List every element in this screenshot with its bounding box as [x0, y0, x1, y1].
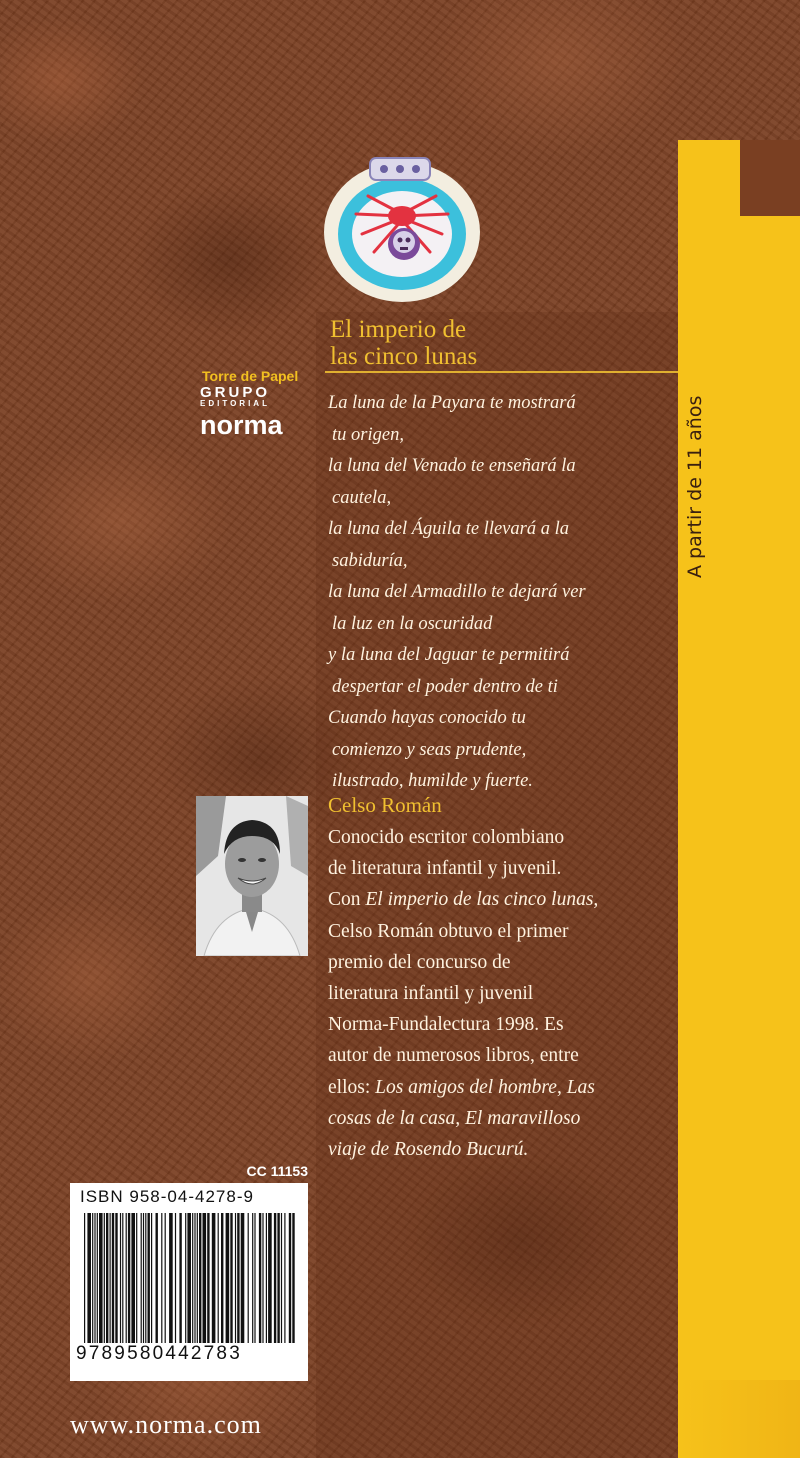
- series-name: Torre de Papel: [202, 368, 299, 384]
- barcode-bar: [226, 1213, 230, 1343]
- publisher-editorial: EDITORIAL: [200, 399, 270, 408]
- barcode-bar: [92, 1213, 93, 1343]
- bio-line: [328, 1072, 673, 1103]
- barcode-bar: [289, 1213, 291, 1343]
- poem-line: sabiduría,: [332, 550, 408, 571]
- barcode-bar: [207, 1213, 209, 1343]
- publisher-group: GRUPO: [200, 384, 271, 401]
- poem-line: despertar el poder dentro de ti: [332, 676, 558, 697]
- spider-skull-emblem: [322, 152, 482, 304]
- barcode-bar: [192, 1213, 193, 1343]
- barcode-bar: [241, 1213, 245, 1343]
- barcode-bar: [120, 1213, 121, 1343]
- barcode-bar: [266, 1213, 267, 1343]
- poem-line: La luna de la Payara te mostrará: [328, 393, 576, 413]
- title-underline: [325, 371, 678, 373]
- isbn: ISBN 958-04-4278-9: [80, 1187, 254, 1206]
- bio-book-titles: cosas de la casa, El maravilloso: [328, 1107, 581, 1129]
- barcode-bars: [82, 1213, 296, 1343]
- bio-text: ellos:: [328, 1076, 376, 1098]
- barcode-bar: [151, 1213, 152, 1343]
- band-notch-step: [716, 216, 742, 294]
- barcode-bar: [277, 1213, 279, 1343]
- barcode-bar: [97, 1213, 98, 1343]
- barcode-bar: [169, 1213, 173, 1343]
- poem-line: tu origen,: [332, 424, 404, 445]
- barcode-bar: [284, 1213, 285, 1343]
- barcode-bar: [237, 1213, 239, 1343]
- barcode-bar: [259, 1213, 261, 1343]
- barcode-bar: [254, 1213, 255, 1343]
- book-title: [330, 316, 675, 370]
- barcode-bar: [115, 1213, 117, 1343]
- bio-line: Norma-Fundalectura 1998. Es: [328, 1014, 564, 1036]
- bio-book-titles: viaje de Rosendo Bucurú.: [328, 1138, 529, 1160]
- barcode-bar: [235, 1213, 236, 1343]
- bio-line: autor de numerosos libros, entre: [328, 1045, 579, 1067]
- poem-line: la luna del Venado te enseñará la: [328, 456, 576, 476]
- barcode-bar: [128, 1213, 130, 1343]
- barcode-bar: [126, 1213, 127, 1343]
- barcode-bar: [199, 1213, 201, 1343]
- bio-line: Celso Román obtuvo el primer: [328, 920, 569, 942]
- poem-text: [328, 388, 668, 798]
- barcode-bar: [165, 1213, 166, 1343]
- band-bottom: [678, 1380, 800, 1458]
- bio-line: [328, 1134, 673, 1165]
- barcode-bar: [218, 1213, 219, 1343]
- barcode-bar: [175, 1213, 176, 1343]
- barcode-bar: [99, 1213, 103, 1343]
- barcode-bar: [148, 1213, 150, 1343]
- barcode-bar: [156, 1213, 158, 1343]
- barcode-bar: [268, 1213, 272, 1343]
- barcode-label: [70, 1183, 308, 1381]
- bio-book-titles: Los amigos del hombre, Las: [375, 1076, 595, 1098]
- publisher-website: www.norma.com: [70, 1410, 262, 1439]
- bio-line: Conocido escritor colombiano: [328, 827, 565, 848]
- barcode-bar: [262, 1213, 263, 1343]
- barcode-bar: [106, 1213, 108, 1343]
- bio-line: literatura infantil y juvenil: [328, 982, 534, 1004]
- barcode-bar: [230, 1213, 232, 1343]
- poem-line: la luna del Águila te llevará a la: [328, 519, 569, 539]
- catalog-code: CC 11153: [246, 1163, 308, 1179]
- barcode-bar: [187, 1213, 191, 1343]
- poem-line: y la luna del Jaguar te permitirá: [328, 645, 570, 665]
- publisher-logo: [196, 364, 310, 448]
- author-photo: [196, 796, 308, 956]
- barcode-bar: [143, 1213, 144, 1343]
- barcode-bar: [110, 1213, 111, 1343]
- yellow-side-band: [678, 140, 800, 1458]
- poem-line: ilustrado, humilde y fuerte.: [332, 771, 533, 791]
- barcode-bar: [94, 1213, 95, 1343]
- barcode-bar: [212, 1213, 216, 1343]
- barcode-bar: [161, 1213, 162, 1343]
- publisher-name: norma: [200, 410, 283, 440]
- title-line-2: las cinco lunas: [330, 343, 478, 370]
- bio-line: [328, 1103, 673, 1134]
- barcode-bar: [104, 1213, 105, 1343]
- barcode-bar: [221, 1213, 223, 1343]
- bio-book-title: El imperio de las cinco lunas,: [365, 889, 599, 911]
- poem-line: la luna del Armadillo te dejará ver: [328, 582, 586, 602]
- bio-line: [328, 884, 673, 915]
- barcode-bar: [292, 1213, 294, 1343]
- poem-line: comienzo y seas prudente,: [332, 739, 527, 760]
- author-bio: [328, 822, 673, 1165]
- barcode-bar: [185, 1213, 186, 1343]
- poem-line: cautela,: [332, 487, 392, 508]
- barcode-bar: [197, 1213, 198, 1343]
- band-notch: [740, 140, 800, 216]
- barcode-number: 9789580442783: [76, 1343, 242, 1364]
- poem-line: la luz en la oscuridad: [332, 613, 493, 634]
- barcode-bar: [122, 1213, 123, 1343]
- barcode-bar: [136, 1213, 137, 1343]
- bio-text: Con: [328, 889, 366, 911]
- barcode-bar: [141, 1213, 142, 1343]
- barcode-bar: [203, 1213, 207, 1343]
- barcode-bar: [112, 1213, 114, 1343]
- barcode-bar: [131, 1213, 135, 1343]
- bio-line: premio del concurso de: [328, 951, 511, 973]
- barcode-bar: [145, 1213, 146, 1343]
- author-name: Celso Román: [328, 793, 442, 817]
- barcode-bar: [194, 1213, 195, 1343]
- poem-line: Cuando hayas conocido tu: [328, 708, 526, 728]
- barcode-bar: [84, 1213, 85, 1343]
- title-line-1: El imperio de: [330, 316, 467, 343]
- barcode-bar: [179, 1213, 181, 1343]
- barcode-bar: [252, 1213, 253, 1343]
- barcode-bar: [87, 1213, 91, 1343]
- barcode-bar: [274, 1213, 276, 1343]
- barcode-bar: [281, 1213, 282, 1343]
- age-label: A partir de 11 años: [684, 395, 706, 578]
- barcode-bar: [248, 1213, 249, 1343]
- bio-line: de literatura infantil y juvenil.: [328, 858, 562, 880]
